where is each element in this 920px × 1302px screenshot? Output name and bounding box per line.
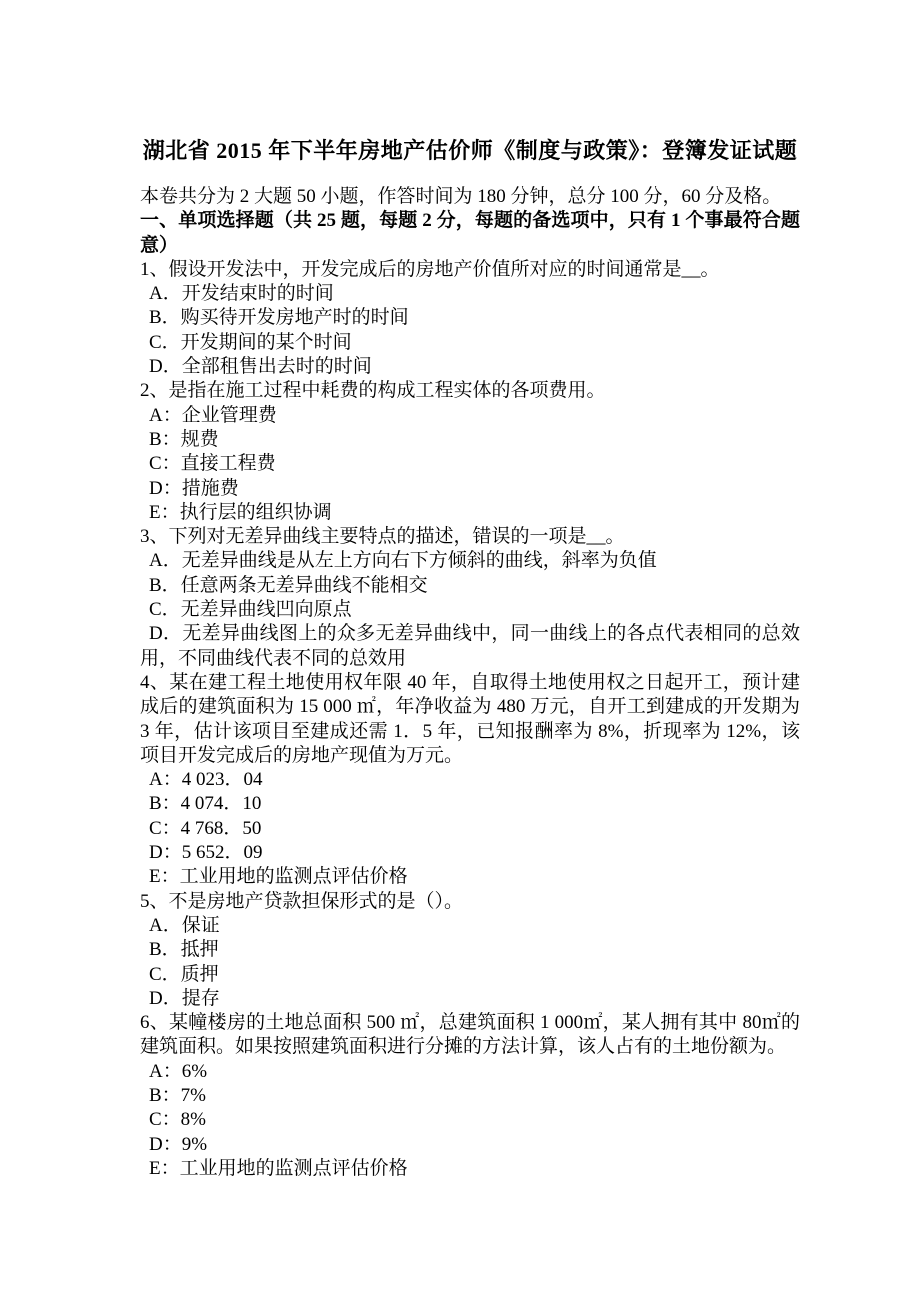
question-1-option-b: B．购买待开发房地产时的时间 <box>149 307 409 329</box>
question-1-option-c: C．开发期间的某个时间 <box>149 331 352 353</box>
question-4-option-e: E：工业用地的监测点评估价格 <box>149 866 408 888</box>
document-content <box>140 138 800 1181</box>
question-4-option-b: B：4 074．10 <box>149 793 262 815</box>
question-3 <box>140 525 800 671</box>
question-5-option-a: A．保证 <box>149 914 220 936</box>
question-3-option-b: B．任意两条无差异曲线不能相交 <box>149 574 428 596</box>
question-2-option-e: E：执行层的组织协调 <box>149 501 332 523</box>
question-2-stem: 2、是指在施工过程中耗费的构成工程实体的各项费用。 <box>140 380 606 402</box>
question-1-stem: 1、假设开发法中，开发完成后的房地产价值所对应的时间通常是__。 <box>140 258 720 280</box>
question-5-option-d: D．提存 <box>149 987 220 1009</box>
question-4-option-c: C：4 768．50 <box>149 817 262 839</box>
question-6-option-c: C：8% <box>149 1109 207 1131</box>
question-5-option-c: C．质押 <box>149 963 219 985</box>
question-1-option-d: D．全部租售出去时的时间 <box>149 356 372 378</box>
question-2-option-b: B：规费 <box>149 428 219 450</box>
question-1 <box>140 258 800 379</box>
question-4-option-a: A：4 023．04 <box>149 769 263 791</box>
exam-intro: 本卷共分为 2 大题 50 小题，作答时间为 180 分钟，总分 100 分，60 分及格。 <box>140 186 782 207</box>
question-1-option-a: A．开发结束时的时间 <box>149 283 334 305</box>
question-2-option-c: C：直接工程费 <box>149 453 276 475</box>
question-4-option-d: D：5 652．09 <box>149 842 263 864</box>
question-4 <box>140 671 800 890</box>
question-3-option-a: A．无差异曲线是从左上方向右下方倾斜的曲线，斜率为负值 <box>149 550 657 572</box>
question-2-option-a: A：企业管理费 <box>149 404 277 426</box>
page-title: 湖北省 2015 年下半年房地产估价师《制度与政策》：登簿发证试题 <box>142 138 798 163</box>
question-5-option-b: B．抵押 <box>149 939 219 961</box>
question-6-option-e: E：工业用地的监测点评估价格 <box>149 1157 408 1179</box>
question-4-stem: 4、某在建工程土地使用权年限 40 年，自取得土地使用权之日起开工，预计建成后的建筑面积为 15 000 ㎡，年净收益为 480 万元，自开工到建成的开发期为 3 年，估计该项目至建成还需 1．5 年，已知报酬率为 8%，折现率为 12%，该项目开发完成后的房地产现值为万元。 <box>140 671 800 766</box>
question-3-option-d: D．无差异曲线图上的众多无差异曲线中，同一曲线上的各点代表相同的总效用，不同曲线代表不同的总效用 <box>140 623 800 669</box>
section-heading: 一、单项选择题（共 25 题，每题 2 分，每题的备选项中，只有 1 个事最符合题意） <box>140 210 800 256</box>
question-5 <box>140 890 800 1011</box>
question-6-option-a: A：6% <box>149 1060 208 1082</box>
question-6-stem: 6、某幢楼房的土地总面积 500 ㎡，总建筑面积 1 000㎡，某人拥有其中 80㎡的建筑面积。如果按照建筑面积进行分摊的方法计算，该人占有的土地份额为。 <box>140 1012 800 1058</box>
question-6 <box>140 1011 800 1181</box>
question-5-stem: 5、不是房地产贷款担保形式的是（）。 <box>140 890 464 912</box>
question-6-option-b: B：7% <box>149 1084 207 1106</box>
question-3-option-c: C．无差异曲线凹向原点 <box>149 599 352 621</box>
question-6-option-d: D：9% <box>149 1133 208 1155</box>
question-2 <box>140 379 800 525</box>
question-2-option-d: D：措施费 <box>149 477 239 499</box>
question-3-stem: 3、下列对无差异曲线主要特点的描述，错误的一项是__。 <box>140 526 625 548</box>
